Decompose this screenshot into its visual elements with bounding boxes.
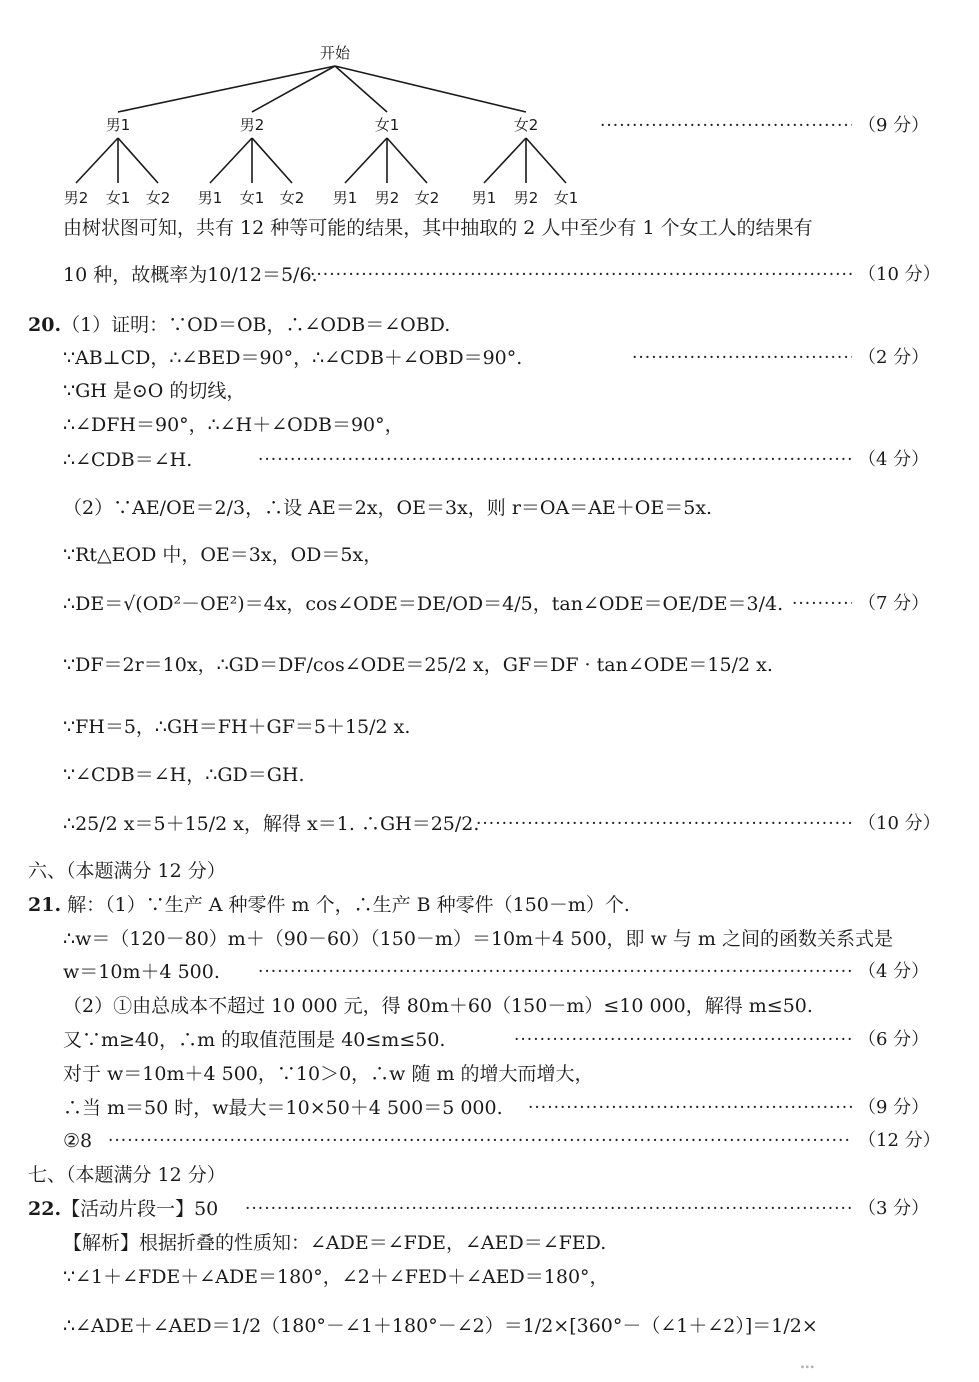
tree-leaf-label: 男2: [513, 189, 539, 207]
line-text: [28, 1196, 218, 1222]
line-text: （2）∵AE/OE＝2/3，∴设 AE＝2x，OE＝3x，则 r＝OA＝AE＋OE＝5x.: [63, 497, 713, 519]
tree-leaf-line: [118, 138, 158, 183]
line-text: ∵Rt△EOD 中，OE＝3x，OD＝5x，: [63, 544, 383, 566]
tree-branch-line: [335, 66, 526, 112]
score-label: （2 分）: [858, 347, 930, 368]
dot-leader: [514, 1027, 852, 1053]
tree-leaf-label: 女2: [414, 189, 440, 207]
tree-leaf-label: 女1: [239, 189, 265, 207]
line-text: （2）①由总成本不超过 10 000 元，得 80m＋60（150－m）≤10 000，解得 m≤50.: [63, 995, 813, 1017]
line-body: 【活动片段一】50: [61, 1198, 219, 1220]
tree-leaf-line: [526, 138, 566, 183]
tree-branch-line: [118, 66, 335, 112]
tree-diagram: [0, 0, 979, 215]
line-text: 10 种，故概率为10/12＝5/6.: [63, 264, 318, 286]
line-text: ∴25/2 x＝5＋15/2 x，解得 x＝1. ∴GH＝25/2.: [63, 813, 480, 835]
line-text: ∴DE＝√(OD²－OE²)＝4x，cos∠ODE＝DE/OD＝4/5，tan∠ODE＝OE/DE＝3/4.: [63, 593, 784, 615]
tree-branch-label: 男1: [105, 116, 131, 134]
dot-leader: [258, 447, 852, 473]
line-text: 由树状图可知，共有 12 种等可能的结果，其中抽取的 2 人中至少有 1 个女工人的结果有: [63, 217, 813, 239]
dot-leader: [600, 113, 852, 139]
line-text: ∴∠CDB＝∠H.: [63, 449, 193, 471]
line-text: ∴当 m＝50 时，w最大＝10×50＋4 500＝5 000.: [63, 1097, 503, 1119]
line-text: 对于 w＝10m＋4 500，∵10＞0，∴w 随 m 的增大而增大，: [63, 1063, 594, 1085]
dot-leader: [792, 591, 852, 617]
tree-leaf-line: [345, 138, 387, 183]
tree-leaf-label: 女2: [145, 189, 171, 207]
tree-leaf-line: [387, 138, 427, 183]
score-label: （4 分）: [858, 961, 930, 982]
tree-leaf-line: [210, 138, 252, 183]
line-text: ∵AB⊥CD，∴∠BED＝90°，∴∠CDB＋∠OBD＝90°.: [63, 347, 523, 369]
dot-leader: [108, 1128, 852, 1154]
score-label: （9 分）: [858, 115, 930, 136]
dot-leader: [258, 959, 852, 985]
line-text: 又∵m≥40，∴m 的取值范围是 40≤m≤50.: [63, 1029, 446, 1051]
line-text: ∵FH＝5，∴GH＝FH＋GF＝5＋15/2 x.: [63, 716, 411, 738]
tree-leaf-line: [252, 138, 292, 183]
line-text: ∵DF＝2r＝10x，∴GD＝DF/cos∠ODE＝25/2 x，GF＝DF · tan∠ODE＝15/2 x.: [63, 654, 773, 676]
question-number: 21.: [28, 894, 62, 916]
score-label: （4 分）: [858, 449, 930, 470]
tree-leaf-label: 男2: [374, 189, 400, 207]
line-body: 解：（1）∵生产 A 种零件 m 个，∴生产 B 种零件（150－m）个.: [61, 894, 630, 916]
tree-leaf-line: [484, 138, 526, 183]
line-body: （1）证明：∵OD＝OB，∴∠ODB＝∠OBD.: [61, 314, 451, 336]
tree-root-label: 开始: [319, 44, 351, 62]
question-number: 22.: [28, 1198, 62, 1220]
line-text: 六、（本题满分 12 分）: [28, 860, 226, 882]
line-text: ∴∠DFH＝90°，∴∠H＋∠ODB＝90°，: [63, 414, 404, 436]
score-label: （10 分）: [858, 813, 941, 834]
page-corner-mark: ∙∙∙: [800, 1362, 815, 1373]
line-text: 七、（本题满分 12 分）: [28, 1164, 226, 1186]
dot-leader: [632, 345, 852, 371]
tree-branch-label: 女1: [374, 116, 400, 134]
score-label: （6 分）: [858, 1029, 930, 1050]
tree-leaf-label: 男1: [471, 189, 497, 207]
line-text: ∴∠ADE＋∠AED＝1/2（180°－∠1＋180°－∠2）＝1/2×[360°－（∠1＋∠2）]＝1/2×: [63, 1315, 818, 1337]
dot-leader: [310, 262, 852, 288]
dot-leader: [245, 1196, 852, 1222]
score-label: （9 分）: [858, 1097, 930, 1118]
dot-leader: [476, 811, 852, 837]
tree-leaf-line: [76, 138, 118, 183]
line-text: ∵∠1＋∠FDE＋∠ADE＝180°，∠2＋∠FED＋∠AED＝180°，: [63, 1266, 609, 1288]
tree-leaf-label: 女1: [105, 189, 131, 207]
line-text: 【解析】根据折叠的性质知：∠ADE＝∠FDE，∠AED＝∠FED.: [63, 1232, 607, 1254]
tree-leaf-label: 男1: [197, 189, 223, 207]
tree-branch-line: [252, 66, 335, 112]
tree-branch-label: 男2: [239, 116, 265, 134]
score-label: （7 分）: [858, 593, 930, 614]
score-label: （12 分）: [858, 1130, 941, 1151]
dot-leader: [528, 1095, 852, 1121]
tree-leaf-label: 女1: [553, 189, 579, 207]
line-text: ∴w＝（120－80）m＋（90－60）（150－m）＝10m＋4 500，即 w 与 m 之间的函数关系式是: [63, 928, 893, 950]
line-text: [28, 312, 450, 338]
line-text: ∵GH 是⊙O 的切线，: [63, 380, 246, 402]
tree-leaf-label: 女2: [279, 189, 305, 207]
line-text: ∵∠CDB＝∠H，∴GD＝GH.: [63, 764, 305, 786]
line-text: w＝10m＋4 500.: [63, 961, 220, 983]
question-number: 20.: [28, 314, 62, 336]
tree-branch-label: 女2: [513, 116, 539, 134]
tree-leaf-label: 男1: [332, 189, 358, 207]
score-label: （3 分）: [858, 1198, 930, 1219]
tree-leaf-label: 男2: [63, 189, 89, 207]
line-text: [28, 892, 630, 918]
line-text: ②8: [63, 1130, 93, 1152]
score-label: （10 分）: [858, 264, 941, 285]
